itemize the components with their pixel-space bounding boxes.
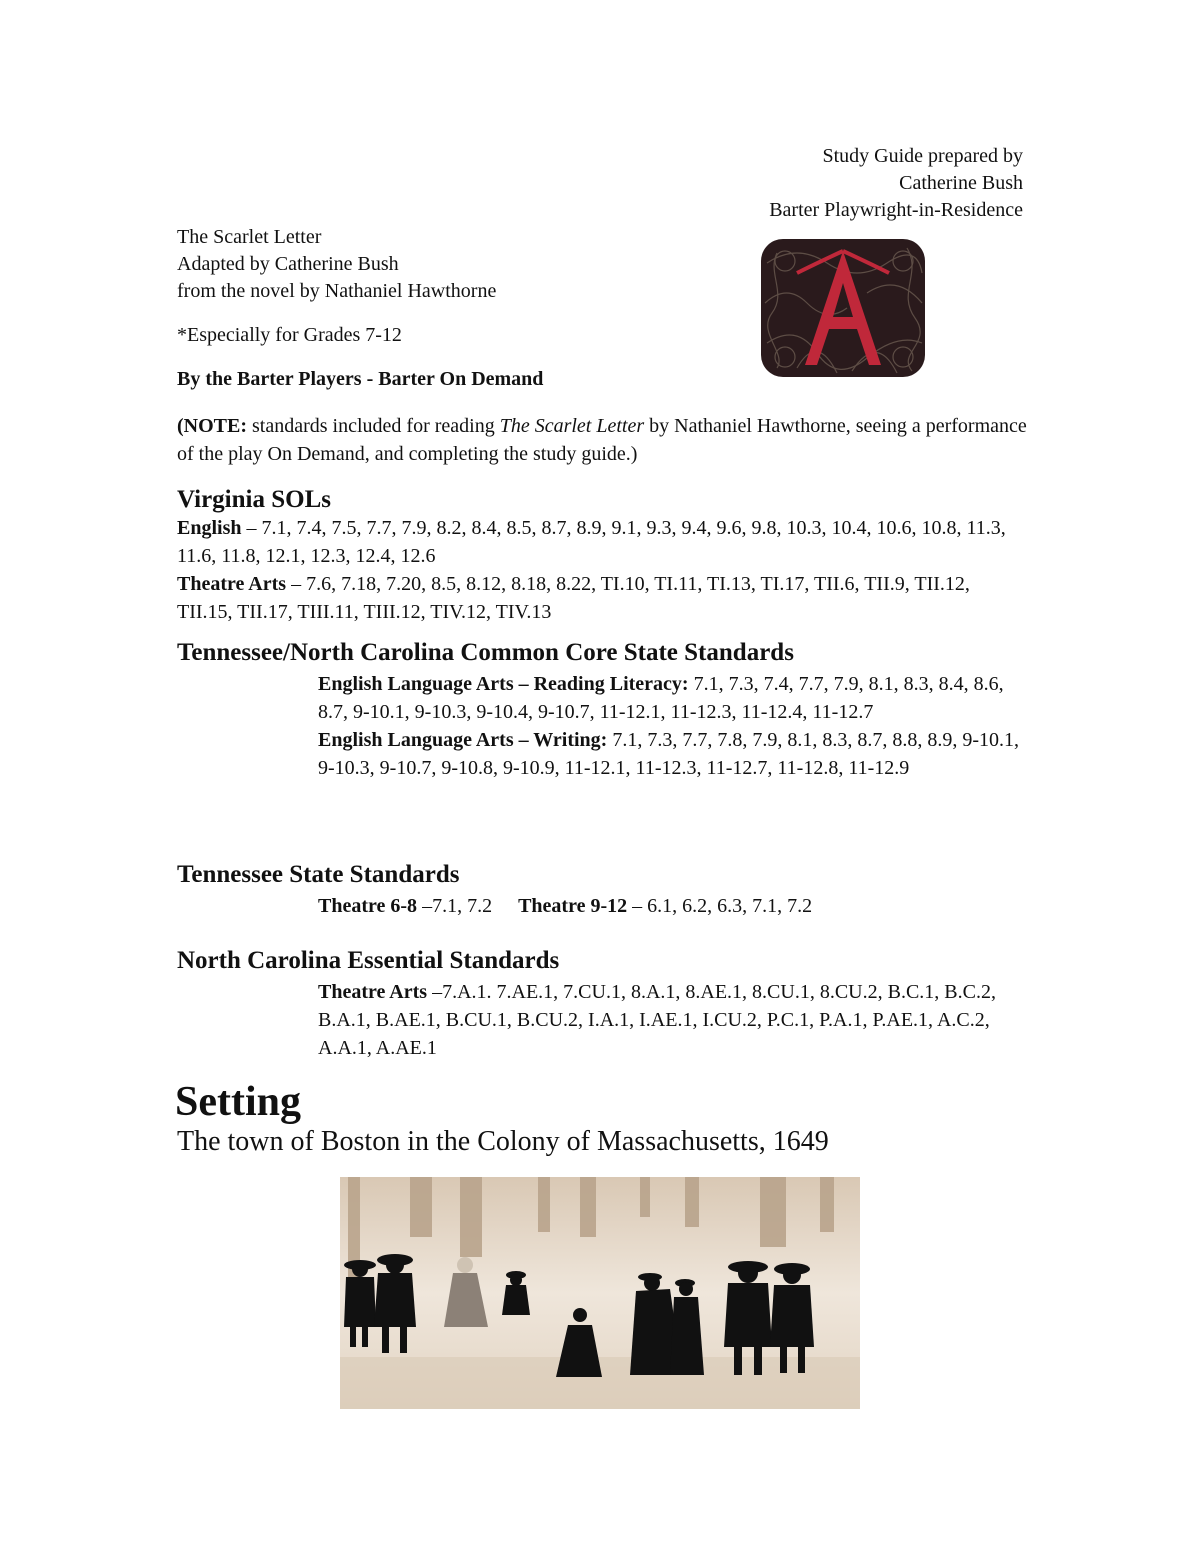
standards-note: [177, 412, 1037, 468]
standard-values: 7.1, 7.3, 7.7, 7.8, 7.9, 8.1, 8.3, 8.7, 8.8, 8.9, 9-10.1, 9-10.3, 9-10.7, 9-10.8, 9-10.9, 11-12.1, 11-12.3, 11-12.7, 11-12.8, 11-12.9: [318, 729, 1019, 779]
adapted-by: Adapted by Catherine Bush: [177, 253, 399, 275]
note-book-title: The Scarlet Letter: [499, 415, 645, 437]
note-text: standards included for reading: [247, 415, 500, 437]
standard-values: –7.A.1. 7.AE.1, 7.CU.1, 8.A.1, 8.AE.1, 8.CU.1, 8.CU.2, B.C.1, B.C.2, B.A.1, B.AE.1, B.CU.1, B.CU.2, I.A.1, I.AE.1, I.CU.2, P.C.1, P.A.1, P.AE.1, A.C.2, A.A.1, A.AE.1: [318, 981, 996, 1059]
standard-values: – 7.6, 7.18, 7.20, 8.5, 8.12, 8.18, 8.22, TI.10, TI.11, TI.13, TI.17, TII.6, TII.9, TII.12, TII.15, TII.17, TIII.11, TIII.12, TIV.12, TIV.13: [177, 573, 970, 623]
tennessee-standards-section: [177, 861, 1027, 920]
grade-range: *Especially for Grades 7-12: [177, 324, 402, 346]
standard-label: Theatre 9-12: [518, 895, 628, 917]
standard-label: English Language Arts – Reading Literacy:: [318, 673, 689, 695]
writing-standards: [177, 726, 1027, 782]
reading-standards: [177, 670, 1027, 726]
setting-description: The town of Boston in the Colony of Massachusetts, 1649: [177, 1126, 829, 1157]
theatre-standards: [177, 570, 1027, 626]
tn-nc-common-core-section: [177, 639, 1027, 782]
scarlet-letter-logo: [757, 233, 929, 383]
setting-heading: Setting: [175, 1079, 301, 1125]
standard-label: Theatre Arts: [318, 981, 428, 1003]
section-heading: Virginia SOLs: [177, 486, 331, 513]
section-heading: North Carolina Essential Standards: [177, 947, 560, 974]
theatre-standards: [177, 892, 1027, 920]
note-prefix: (NOTE:: [177, 415, 247, 437]
theatre-standards: [177, 978, 1027, 1062]
standard-values: – 6.1, 6.2, 6.3, 7.1, 7.2: [627, 895, 813, 917]
section-heading: Tennessee State Standards: [177, 861, 460, 888]
puritans-illustration: [340, 1177, 860, 1409]
section-heading: Tennessee/North Carolina Common Core State Standards: [177, 639, 794, 666]
play-info: [177, 224, 496, 305]
standard-label: Theatre 6-8: [318, 895, 418, 917]
virginia-sols-section: [177, 486, 1027, 626]
performers-line: By the Barter Players - Barter On Demand: [177, 368, 544, 390]
english-standards: [177, 514, 1027, 570]
standard-label: Theatre Arts: [177, 573, 287, 595]
standard-values: –7.1, 7.2: [417, 895, 493, 917]
nc-essential-standards-section: [177, 947, 1027, 1062]
standard-label: English: [177, 517, 242, 539]
standard-label: English Language Arts – Writing:: [318, 729, 608, 751]
credit-line: Study Guide prepared by: [822, 145, 1023, 167]
standard-values: 7.1, 7.3, 7.4, 7.7, 7.9, 8.1, 8.3, 8.4, 8.6, 8.7, 9-10.1, 9-10.3, 9-10.4, 9-10.7, 11-12.1, 11-12.3, 11-12.4, 11-12.7: [318, 673, 1004, 723]
play-title: The Scarlet Letter: [177, 226, 322, 248]
standard-values: – 7.1, 7.4, 7.5, 7.7, 7.9, 8.2, 8.4, 8.5, 8.7, 8.9, 9.1, 9.3, 9.4, 9.6, 9.8, 10.3, 10.4, 10.6, 10.8, 11.3, 11.6, 11.8, 12.1, 12.3, 12.4, 12.6: [177, 517, 1006, 567]
credit-role: Barter Playwright-in-Residence: [769, 199, 1023, 221]
credit-author: Catherine Bush: [899, 172, 1023, 194]
note-text-continued: by Nathaniel Hawthorne, seeing a performance of the play On Demand, and completing the study guide.): [177, 415, 1027, 465]
study-guide-credit: [769, 143, 1023, 224]
source-novel: from the novel by Nathaniel Hawthorne: [177, 280, 497, 302]
